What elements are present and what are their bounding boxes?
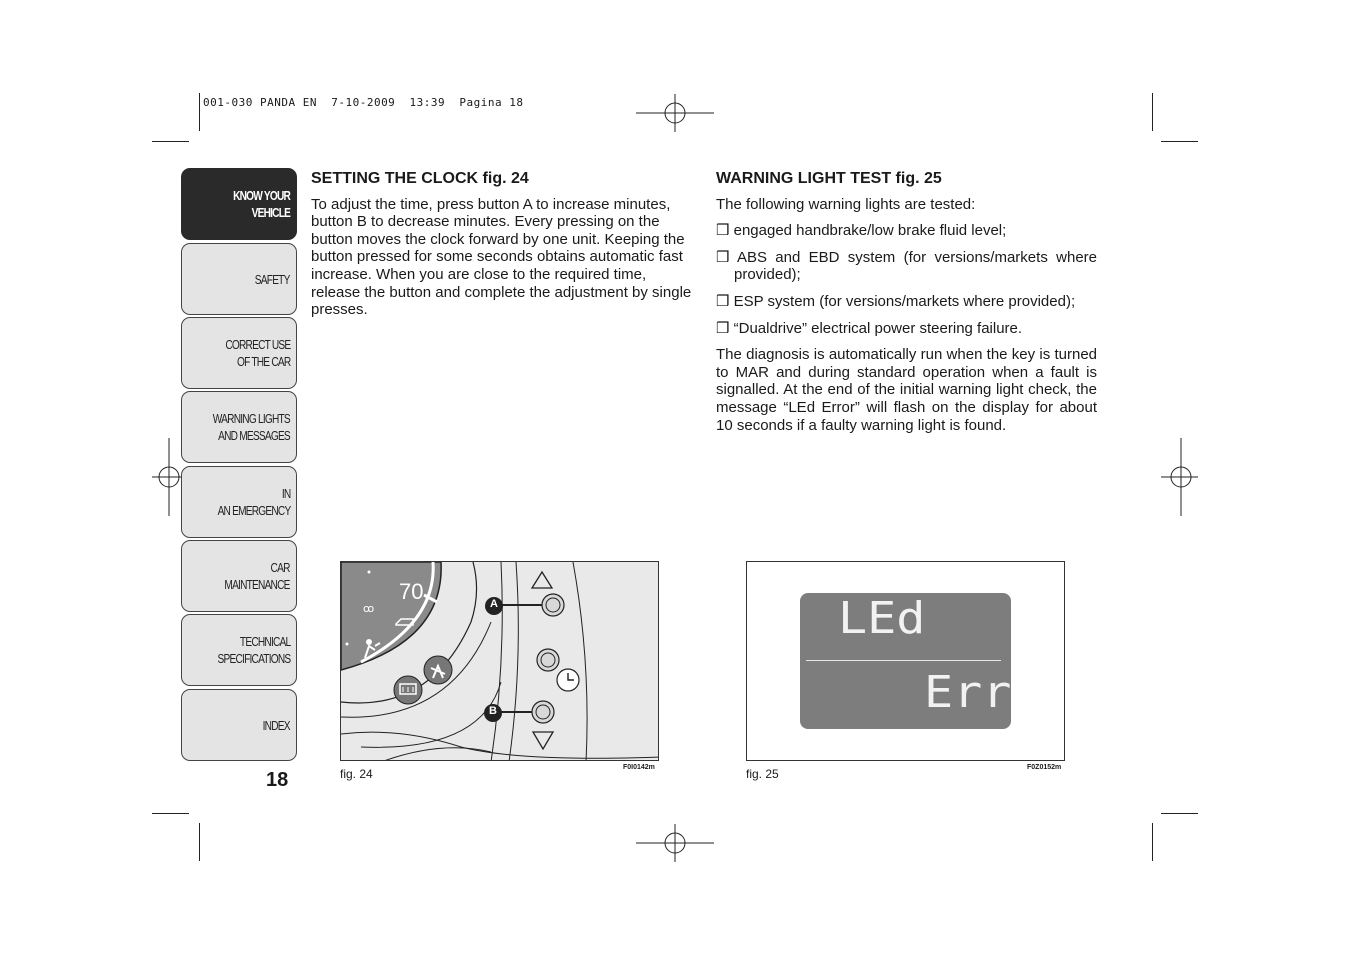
dashboard-illustration <box>341 562 659 761</box>
tab-emergency[interactable]: IN AN EMERGENCY <box>181 466 297 538</box>
speed-label: 70 <box>399 579 424 604</box>
tab-index[interactable]: INDEX <box>181 689 297 761</box>
glow-plug-icon: ꝏ <box>363 602 375 615</box>
tab-warning-lights[interactable]: WARNING LIGHTS AND MESSAGES <box>181 391 297 463</box>
warning-title: WARNING LIGHT TEST fig. 25 <box>716 170 942 187</box>
list-item: ❒ engaged handbrake/low brake fluid level; <box>716 222 1007 240</box>
seatbelt-icon <box>424 656 452 684</box>
warning-intro: The following warning lights are tested: <box>716 195 976 213</box>
tab-safety[interactable]: SAFETY <box>181 243 297 315</box>
clock-section <box>311 170 692 328</box>
button-b-label: B <box>489 705 497 717</box>
button-a-label: A <box>490 598 498 610</box>
tab-correct-use[interactable]: CORRECT USE OF THE CAR <box>181 317 297 389</box>
button-a[interactable] <box>501 594 564 616</box>
decrease-arrow-icon <box>533 732 553 749</box>
fig24-code: F0I0142m <box>623 764 655 771</box>
page-number: 18 <box>266 769 289 791</box>
print-header: 001-030 PANDA EN 7-10-2009 13:39 Pagina 18 <box>203 96 524 109</box>
increase-arrow-icon <box>532 572 552 588</box>
warning-body: The diagnosis is automatically run when the key is turned to MAR and during standard operation when a fault is signalled. At the end of the initial warning light check, the message “LEd Error” will flash on the display for about 10 seconds if a faulty warning light is found. <box>716 346 1097 434</box>
tab-car-maintenance[interactable]: CAR MAINTENANCE <box>181 540 297 612</box>
button-middle[interactable] <box>537 649 559 671</box>
tab-technical-specifications[interactable]: TECHNICAL SPECIFICATIONS <box>181 614 297 686</box>
clock-icon <box>557 669 579 691</box>
list-item: ❒ “Dualdrive” electrical power steering failure. <box>716 319 1023 337</box>
button-b[interactable] <box>501 701 554 723</box>
figure-25 <box>746 561 1065 761</box>
clock-body: To adjust the time, press button A to increase minutes, button B to decrease minutes. Every pressing on the button moves the clock forward by one unit. Keeping the button pressed for some seconds obtains automatic fast increase. When you are close to the required time, release the button and complete the adjustment by single presses. <box>311 195 692 319</box>
clock-title: SETTING THE CLOCK fig. 24 <box>311 170 529 187</box>
tab-know-your-vehicle[interactable]: KNOW YOUR VEHICLE <box>181 168 297 240</box>
list-item: ❒ ESP system (for versions/markets where provided); <box>716 292 1076 310</box>
display-bottom-text: Err <box>924 667 1012 718</box>
fig25-code: F0Z0152m <box>1027 764 1062 771</box>
warning-section <box>716 170 1097 443</box>
fig25-caption: fig. 25 <box>746 767 779 781</box>
rear-defrost-icon <box>394 676 422 704</box>
figure-24 <box>340 561 659 761</box>
lcd-display <box>800 593 1011 729</box>
display-divider <box>806 660 1001 661</box>
list-item: ❒ ABS and EBD system (for versions/markets where provided); <box>716 248 1097 284</box>
fig24-caption: fig. 24 <box>340 767 373 781</box>
display-top-text: LEd <box>838 593 926 644</box>
